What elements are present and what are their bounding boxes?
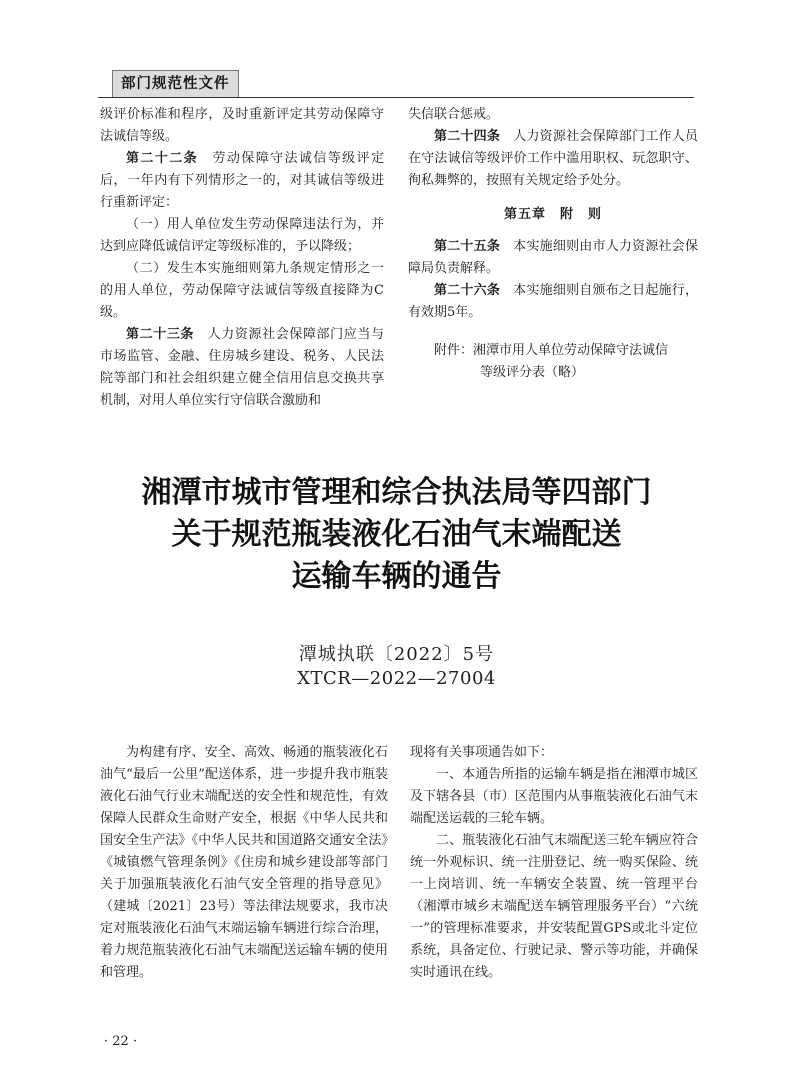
paragraph: 失信联合惩戒。 bbox=[408, 107, 500, 122]
top-left-column bbox=[100, 104, 384, 412]
article-title: 第二十三条 bbox=[126, 327, 195, 342]
chapter-heading: 第五章 附 则 bbox=[503, 207, 602, 222]
page-number: · 22 · bbox=[104, 1034, 138, 1049]
title-line: 关于规范瓶装液化石油气末端配送 bbox=[171, 517, 622, 552]
article-text: 本实施细则由市人力资源社会保障局负责解释。 bbox=[408, 239, 698, 276]
document-number: 潭城执联〔2022〕5号 bbox=[298, 644, 495, 665]
list-item: （二）发生本实施细则第九条规定情形之一的用人单位，劳动保障守法诚信等级直接降为C级。 bbox=[100, 261, 384, 320]
article-text: 人力资源社会保障部门应当与市场监管、金融、住房城乡建设、税务、人民法院等部门和社会组织建立健全信用信息交换共享机制，对用人单位实行守信联合激励和 bbox=[100, 327, 384, 408]
paragraph: 现将有关事项通告如下： bbox=[410, 745, 554, 760]
article-text: 劳动保障守法诚信等级评定后，一年内有下列情形之一的，对其诚信等级进行重新评定： bbox=[100, 151, 384, 210]
article-26 bbox=[408, 280, 698, 324]
attachment-note-continued: 等级评分表（略） bbox=[480, 365, 585, 380]
section-header-label: 部门规范性文件 bbox=[112, 70, 239, 98]
document-code: XTCR—2022—27004 bbox=[297, 668, 496, 689]
attachment-note: 附件：湘潭市用人单位劳动保障守法诚信 bbox=[434, 343, 669, 358]
header-rule bbox=[98, 97, 694, 98]
article-24 bbox=[408, 126, 698, 192]
notice-title bbox=[80, 472, 713, 598]
paragraph: 二、瓶装液化石油气末端配送三轮车辆应符合统一外观标识、统一注册登记、统一购买保险、统一上岗培训、统一车辆安全装置、统一管理平台（湘潭市城乡末端配送车辆管理服务平台）“六统一”的管理标准要求，并安装配置GPS或北斗定位系统，具备定位、行驶记录、警示等功能，并确保实时通讯在线。 bbox=[410, 833, 698, 980]
paragraph: 为构建有序、安全、高效、畅通的瓶装液化石油气“最后一公里”配送体系，进一步提升我市瓶装液化石油气行业末端配送的安全性和规范性，有效保障人民群众生命财产安全，根据《中华人民共和国安全生产法》《中华人民共和国道路交通安全法》《城镇燃气管理条例》《住房和城乡建设部等部门关于加强瓶装液化石油气安全管理的指导意见》（建城〔2021〕23号）等法律法规要求，我市决定对瓶装液化石油气末端运输车辆进行综合治理，着力规范瓶装液化石油气末端配送运输车辆的使用和管理。 bbox=[100, 745, 388, 980]
article-title: 第二十六条 bbox=[434, 283, 501, 298]
paragraph: 级评价标准和程序，及时重新评定其劳动保障守法诚信等级。 bbox=[100, 107, 384, 144]
article-title: 第二十二条 bbox=[126, 151, 199, 166]
article-text: 人力资源社会保障部门工作人员在守法诚信等级评价工作中滥用职权、玩忽职守、徇私舞弊的，按照有关规定给予处分。 bbox=[408, 129, 698, 188]
article-22 bbox=[100, 148, 384, 214]
paragraph: 一、本通告所指的运输车辆是指在湘潭市城区及下辖各县（市）区范围内从事瓶装液化石油气末端配送运载的三轮车辆。 bbox=[410, 767, 698, 826]
body-left-column bbox=[100, 742, 388, 984]
title-line: 运输车辆的通告 bbox=[291, 559, 502, 594]
article-25 bbox=[408, 236, 698, 280]
body-right-column bbox=[410, 742, 698, 984]
top-right-column bbox=[408, 104, 698, 384]
article-title: 第二十四条 bbox=[434, 129, 501, 144]
title-line: 湘潭市城市管理和综合执法局等四部门 bbox=[141, 475, 652, 510]
list-item: （一）用人单位发生劳动保障违法行为，并达到应降低诚信评定等级标准的，予以降级； bbox=[100, 217, 384, 254]
article-text: 本实施细则自颁布之日起施行，有效期5年。 bbox=[408, 283, 698, 320]
article-23 bbox=[100, 324, 384, 412]
article-title: 第二十五条 bbox=[434, 239, 501, 254]
